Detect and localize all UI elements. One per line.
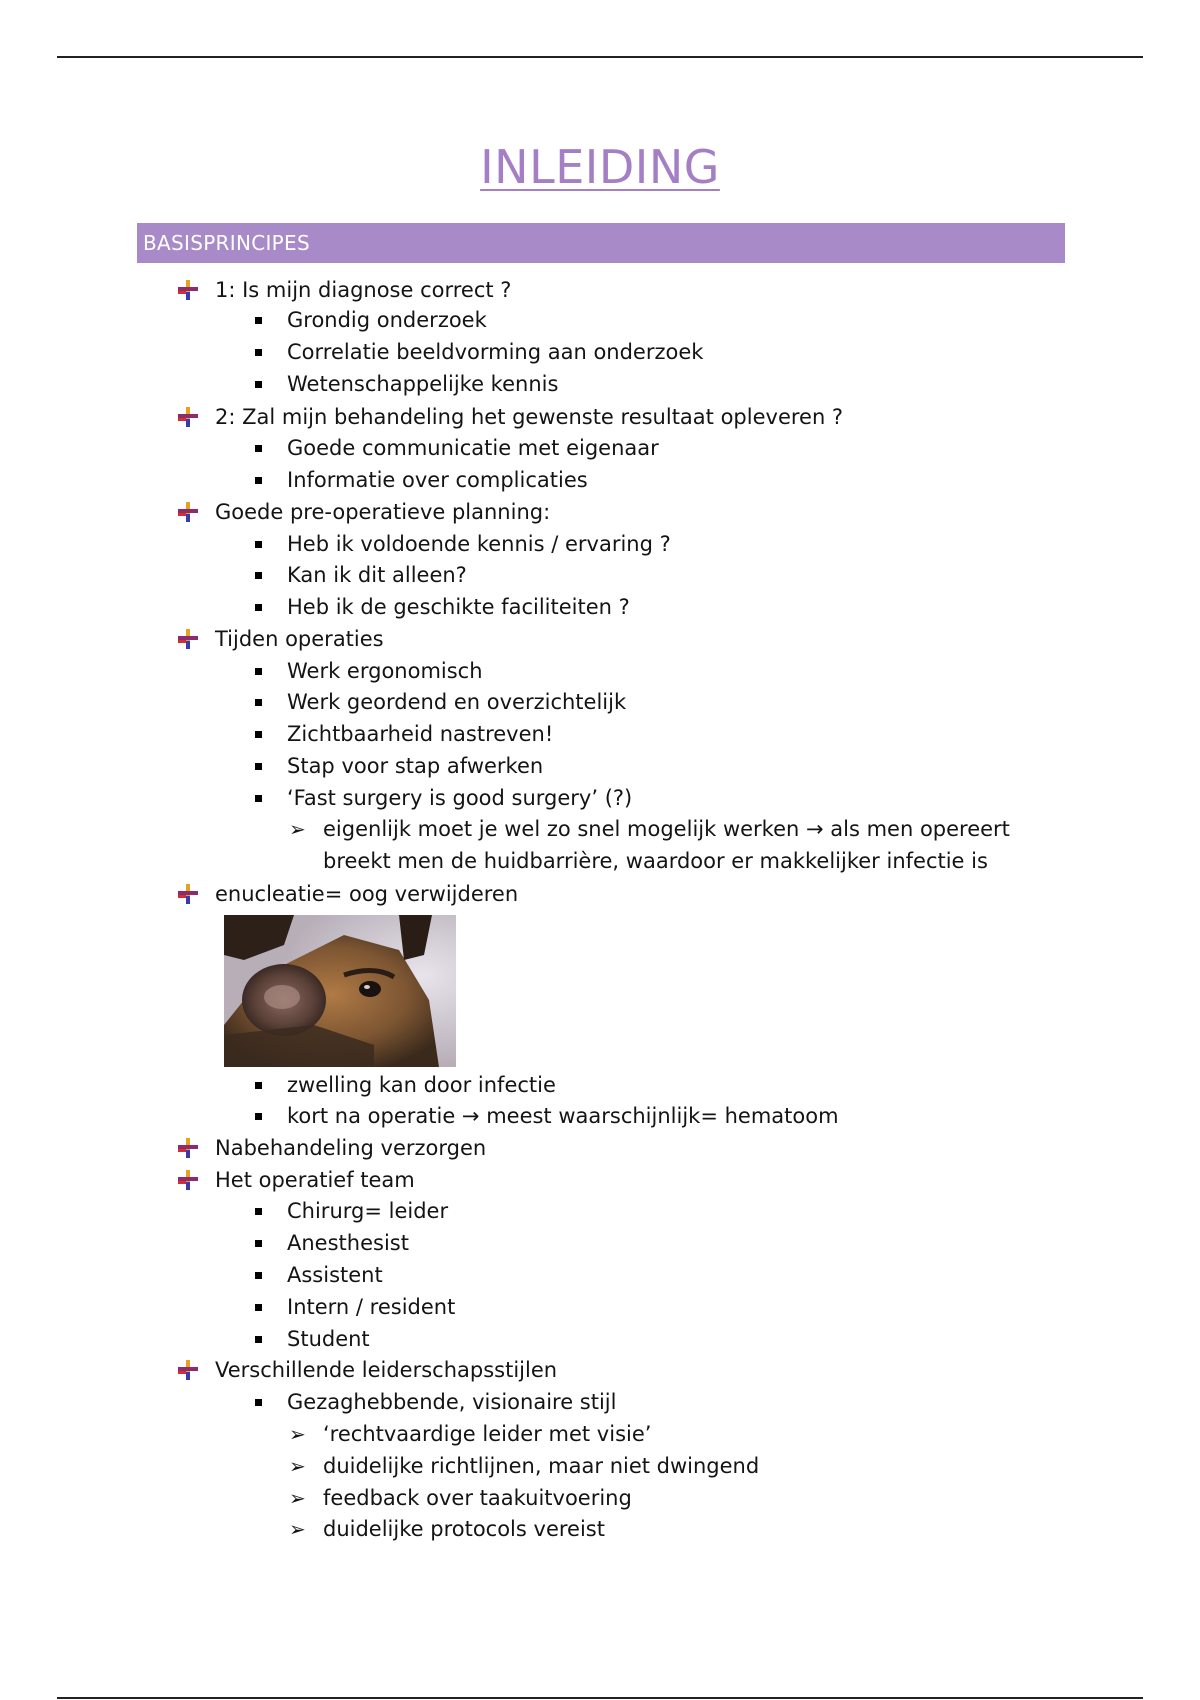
list-item: zwelling kan door infectie [287,1073,556,1097]
list-item: Heb ik voldoende kennis / ervaring ? [287,532,671,556]
square-bullet-icon [255,572,262,579]
list-item: eigenlijk moet je wel zo snel mogelijk werken → als men opereert [323,817,1010,841]
arrowhead-bullet-icon: ➢ [289,1486,306,1510]
list-item: ‘Fast surgery is good surgery’ (?) [287,786,633,810]
list-item: Werk geordend en overzichtelijk [287,690,627,714]
arrowhead-bullet-icon: ➢ [289,817,306,841]
square-bullet-icon [255,1208,262,1215]
list-item: Verschillende leiderschapsstijlen [215,1358,558,1382]
list-item: feedback over taakuitvoering [323,1486,632,1510]
square-bullet-icon [255,1304,262,1311]
square-bullet-icon [255,1113,262,1120]
square-bullet-icon [255,541,262,548]
square-bullet-icon [255,699,262,706]
square-bullet-icon [255,1272,262,1279]
section-heading: BASISPRINCIPES [143,231,310,255]
list-item: Stap voor stap afwerken [287,754,544,778]
list-item: Heb ik de geschikte faciliteiten ? [287,595,630,619]
list-item: enucleatie= oog verwijderen [215,882,519,906]
square-bullet-icon [255,668,262,675]
dog-eye-illustration [224,915,456,1067]
page-title: INLEIDING [480,140,720,194]
list-item: Student [287,1327,370,1351]
list-item: Gezaghebbende, visionaire stijl [287,1390,617,1414]
plus-bullet-icon [177,501,199,523]
list-item: Intern / resident [287,1295,456,1319]
list-item: 1: Is mijn diagnose correct ? [215,278,512,302]
square-bullet-icon [255,445,262,452]
list-item: Tijden operaties [215,627,384,651]
list-item: Werk ergonomisch [287,659,483,683]
square-bullet-icon [255,477,262,484]
section-heading-bar [137,223,1065,263]
plus-bullet-icon [177,883,199,905]
list-item: Nabehandeling verzorgen [215,1136,487,1160]
list-item: Wetenschappelijke kennis [287,372,559,396]
plus-bullet-icon [177,406,199,428]
list-item: 2: Zal mijn behandeling het gewenste resultaat opleveren ? [215,405,844,429]
list-item: Chirurg= leider [287,1199,449,1223]
list-item: Grondig onderzoek [287,308,487,332]
square-bullet-icon [255,604,262,611]
square-bullet-icon [255,1336,262,1343]
plus-bullet-icon [177,1359,199,1381]
square-bullet-icon [255,1240,262,1247]
plus-bullet-icon [177,1169,199,1191]
square-bullet-icon [255,381,262,388]
plus-bullet-icon [177,628,199,650]
square-bullet-icon [255,731,262,738]
list-item: Anesthesist [287,1231,409,1255]
list-item: Zichtbaarheid nastreven! [287,722,554,746]
list-item: duidelijke richtlijnen, maar niet dwingend [323,1454,760,1478]
plus-bullet-icon [177,1137,199,1159]
arrowhead-bullet-icon: ➢ [289,1517,306,1541]
list-item: Het operatief team [215,1168,415,1192]
list-item: kort na operatie → meest waarschijnlijk= hematoom [287,1104,839,1128]
list-item: Informatie over complicaties [287,468,588,492]
footer-rule [57,1697,1143,1699]
list-item: Correlatie beeldvorming aan onderzoek [287,340,704,364]
list-item: breekt men de huidbarrière, waardoor er makkelijker infectie is [323,849,988,873]
list-item: duidelijke protocols vereist [323,1517,605,1541]
square-bullet-icon [255,763,262,770]
list-item: ‘rechtvaardige leider met visie’ [323,1422,652,1446]
square-bullet-icon [255,1399,262,1406]
list-item: Assistent [287,1263,383,1287]
arrowhead-bullet-icon: ➢ [289,1454,306,1478]
list-item: Kan ik dit alleen? [287,563,467,587]
header-rule [57,56,1143,58]
plus-bullet-icon [177,279,199,301]
arrowhead-bullet-icon: ➢ [289,1422,306,1446]
square-bullet-icon [255,795,262,802]
square-bullet-icon [255,1082,262,1089]
list-item: Goede communicatie met eigenaar [287,436,659,460]
list-item: Goede pre-operatieve planning: [215,500,551,524]
square-bullet-icon [255,349,262,356]
square-bullet-icon [255,317,262,324]
dog-eye-photo [224,915,456,1067]
